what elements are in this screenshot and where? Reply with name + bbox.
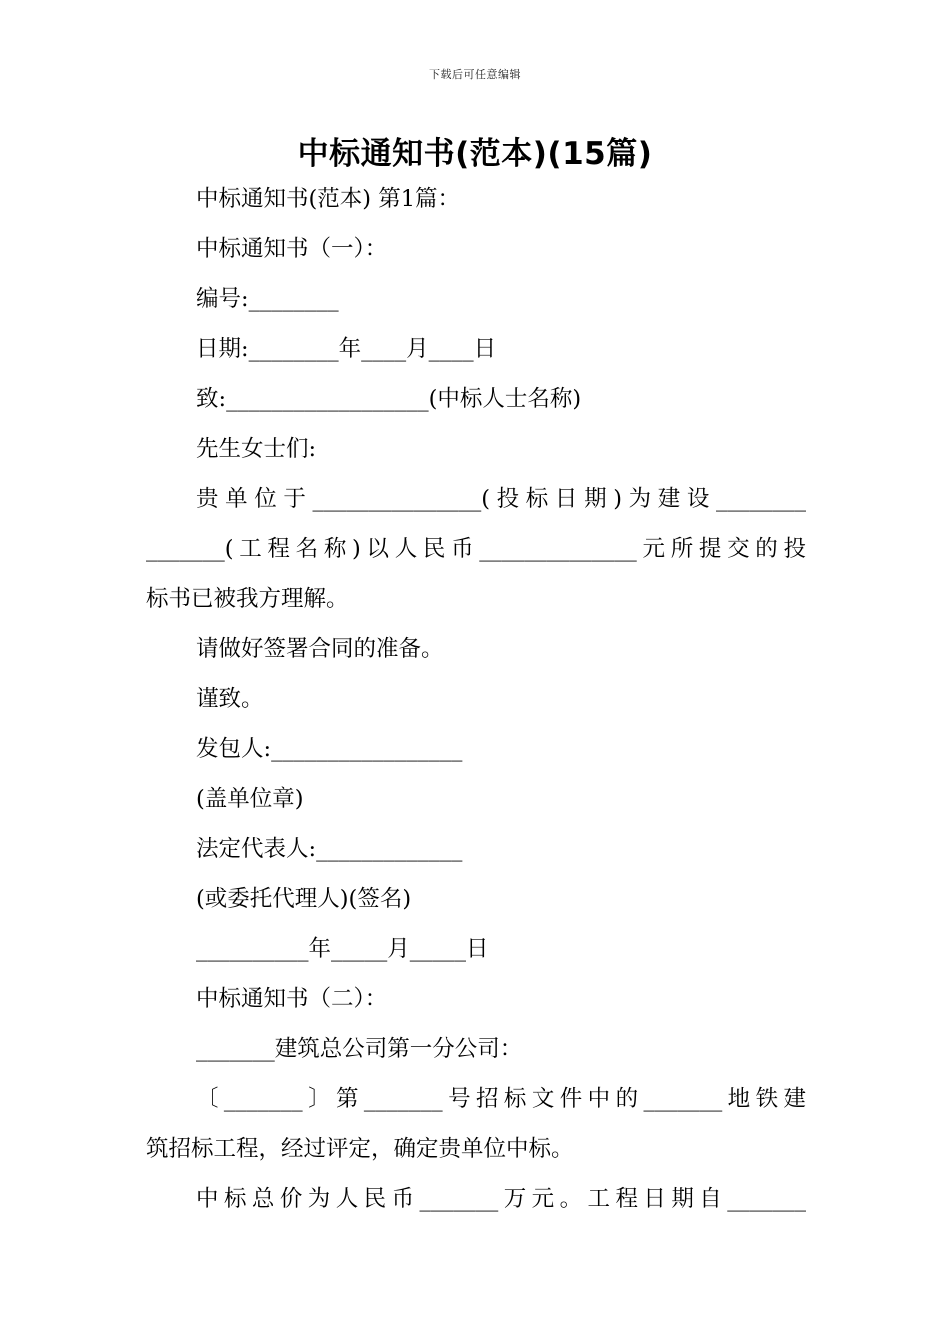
signature-date-line: __________年_____月_____日 [196,936,489,962]
number-field-line: 编号:________ [196,286,339,312]
section-heading-1: 中标通知书(范本) 第1篇： [196,186,461,212]
body-paragraph-3-line-2: 筑招标工程，经过评定，确定贵单位中标。 [146,1136,574,1162]
body-paragraph-1-line-3: 标书已被我方理解。 [146,586,349,612]
document-title: 中标通知书(范本)(15篇) [297,136,653,172]
notice-heading-2: 中标通知书（二）： [196,986,388,1012]
body-paragraph-1-line-1: 贵单位于_______________(投标日期)为建设________ [196,486,806,512]
body-paragraph-4-line-1: 中标总价为人民币_______万元。工程日期自_______ [196,1186,806,1212]
recipient-company-line: _______建筑总公司第一分公司： [196,1036,523,1062]
issuer-line: 发包人:_________________ [196,736,463,762]
body-paragraph-1-line-2: _______(工程名称)以人民币______________元所提交的投 [146,536,806,562]
notice-heading-1: 中标通知书（一）： [196,236,388,262]
body-paragraph-2: 请做好签署合同的准备。 [196,636,444,662]
agent-signature-line: (或委托代理人)(签名) [196,886,412,912]
body-paragraph-3-line-1: 〔_______〕第_______号招标文件中的_______地铁建 [196,1086,806,1112]
header-note: 下载后可任意编辑 [429,68,521,81]
closing-line: 谨致。 [196,686,264,712]
seal-line: (盖单位章) [196,786,304,812]
addressee-line: 致:__________________(中标人士名称) [196,386,582,412]
legal-rep-line: 法定代表人:_____________ [196,836,463,862]
salutation-line: 先生女士们: [196,436,317,462]
date-field-line: 日期:________年____月____日 [196,336,497,362]
